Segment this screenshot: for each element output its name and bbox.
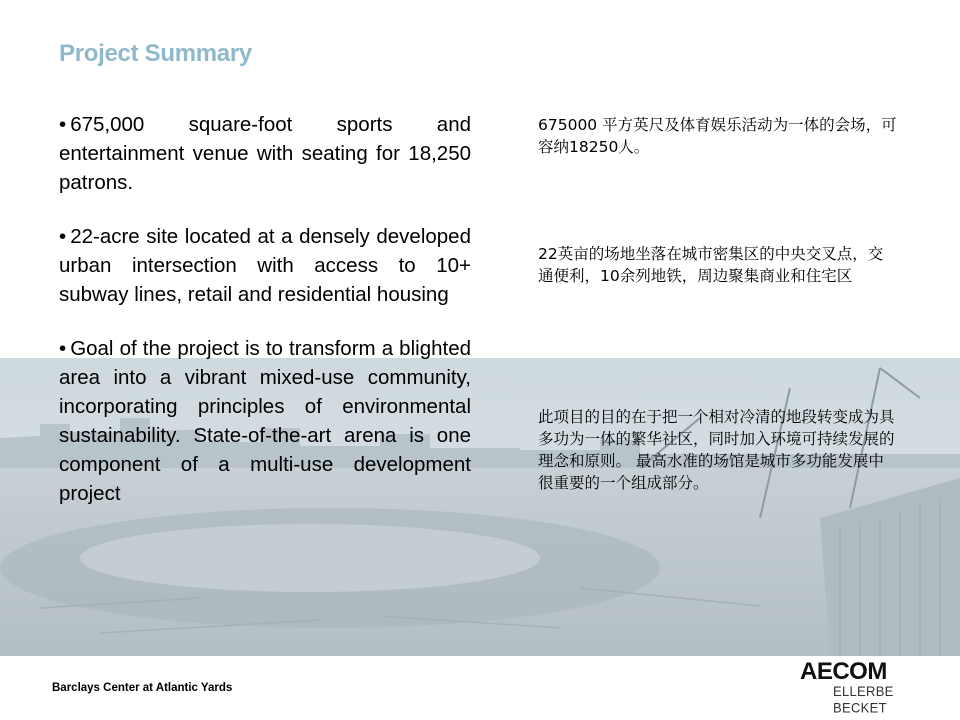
english-bullets — [59, 110, 471, 533]
chinese-text-venue: 675000 平方英尺及体育娱乐活动为一体的会场，可容纳18250人。 — [538, 116, 897, 156]
bullet-site: • 22-acre site located at a densely developed urban intersection with access to 10+ subway lines, retail and residential housing — [59, 225, 471, 306]
bullet-goal: • Goal of the project is to transform a blighted area into a vibrant mixed-use community, incorporating principles of environmental sustainability. State-of-the-art arena is one component of a multi-use development project — [59, 337, 471, 505]
footer-project-name: Barclays Center at Atlantic Yards — [52, 682, 233, 694]
chinese-text-site: 22英亩的场地坐落在城市密集区的中央交叉点，交通便利，10余列地铁，周边聚集商业和住宅区 — [538, 245, 884, 285]
aecom-logo — [800, 660, 930, 716]
bullet-venue: • 675,000 square-foot sports and entertainment venue with seating for 18,250 patrons. — [59, 113, 471, 194]
logo-main-text: AECOM — [800, 658, 887, 685]
chinese-text-goal: 此项目的目的在于把一个相对冷清的地段转变成为具多功为一体的繁华社区，同时加入环境可持续发展的理念和原则。 最高水准的场馆是城市多功能发展中很重要的一个组成部分。 — [538, 408, 895, 492]
logo-sub-text: ELLERBE BECKET — [833, 683, 894, 716]
slide-title: Project Summary — [59, 40, 252, 67]
